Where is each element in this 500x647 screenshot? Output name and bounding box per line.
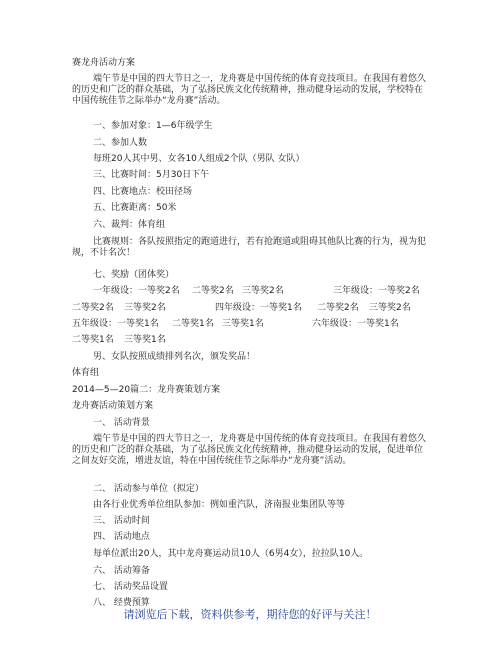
section-time: 三、 活动时间 [93,516,150,526]
doc-title: 赛龙舟活动方案 [72,58,136,68]
award-grade1-third: 三等奖2名 [242,286,284,296]
award-grade4-third: 三等奖2名 [369,303,411,313]
section-budget: 八、 经费预算 [93,598,150,608]
award-grade4-second: 二等奖2名 [317,303,359,313]
item-headcount-detail: 每班20人其中男、女各10人组成2个队（男队 女队） [93,154,305,164]
award-grade6-second: 二等奖1名 [72,335,114,345]
participants-detail: 由各行业优秀单位组队参加：例如重汽队，济南报业集团队等等 [93,500,346,510]
section-prizes: 七、 活动奖品设置 [93,582,168,592]
award-grade4: 四年级设：一等奖1名 [215,303,302,313]
rules-paragraph: 比赛规则：各队按照指定的跑道进行，若有抢跑道或阻碍其他队比赛的行为，视为犯规，不计名次！ [72,237,427,258]
item-headcount: 二、参加人数 [93,138,148,148]
organizer: 体育组 [72,368,100,378]
item-location: 四、比赛地点：校田径场 [93,187,193,197]
award-grade5: 五年级设：一等奖1名 [72,319,159,329]
award-grade3: 三年级设：一等奖2名 [333,286,420,296]
location-detail: 每单位派出20人，其中龙舟赛运动员10人（6男4女），拉拉队10人。 [93,549,369,559]
intro-paragraph: 端午节是中国的四大节日之一，龙舟赛是中国传统的体育竞技项目。在我国有着悠久的历史和广泛的群众基础，为了弘扬民族文化传统精神，推动健身运动的发展，学校特在中国传统佳节之际举办“龙舟赛”活动。 [72,74,427,106]
section-location: 四、 活动地点 [93,532,150,542]
award-grade5-third: 三等奖1名 [222,319,264,329]
background-paragraph: 端午节是中国的四大节日之一，龙舟赛是中国传统的体育竞技项目。在我国有着悠久的历史和广泛的群众基础，为了弘扬民族文化传统精神，推动健身运动的发展，促进单位之间友好交流，增进友谊，特在中国传统佳节之际举办“龙舟赛”活动。 [72,434,427,466]
item-participants: 一、参加对象：1—6年级学生 [93,121,213,131]
date-and-part-two: 2014—5—20篇二：龙舟赛策划方案 [72,385,221,395]
item-time: 三、比赛时间：5月30日下午 [93,170,210,180]
award-grade6: 六年级设：一等奖1名 [312,319,399,329]
award-grade6-third: 三等奖1名 [124,335,166,345]
ranking-note: 男、女队按照成绩排列名次，颁发奖品！ [93,352,256,362]
footer-note: 请浏览后下载，资料供参考，期待您的好评与关注！ [123,608,377,621]
section-background: 一、 活动背景 [93,418,150,428]
section-preparation: 六、 活动筹备 [93,566,150,576]
award-grade5-second: 二等奖1名 [172,319,214,329]
plan-title: 龙舟赛活动策划方案 [72,401,154,411]
section-participants: 二、 活动参与单位（拟定） [93,484,204,494]
award-grade3-second: 二等奖2名 [72,303,114,313]
award-grade3-third: 三等奖2名 [124,303,166,313]
award-grade1-second: 二等奖2名 [192,286,234,296]
award-grade1: 一年级设：一等奖2名 [93,286,180,296]
item-referee: 六、裁判：体育组 [93,220,166,230]
item-distance: 五、比赛距离：50米 [93,203,177,213]
item-awards: 七、奖励（团体奖） [93,270,175,280]
